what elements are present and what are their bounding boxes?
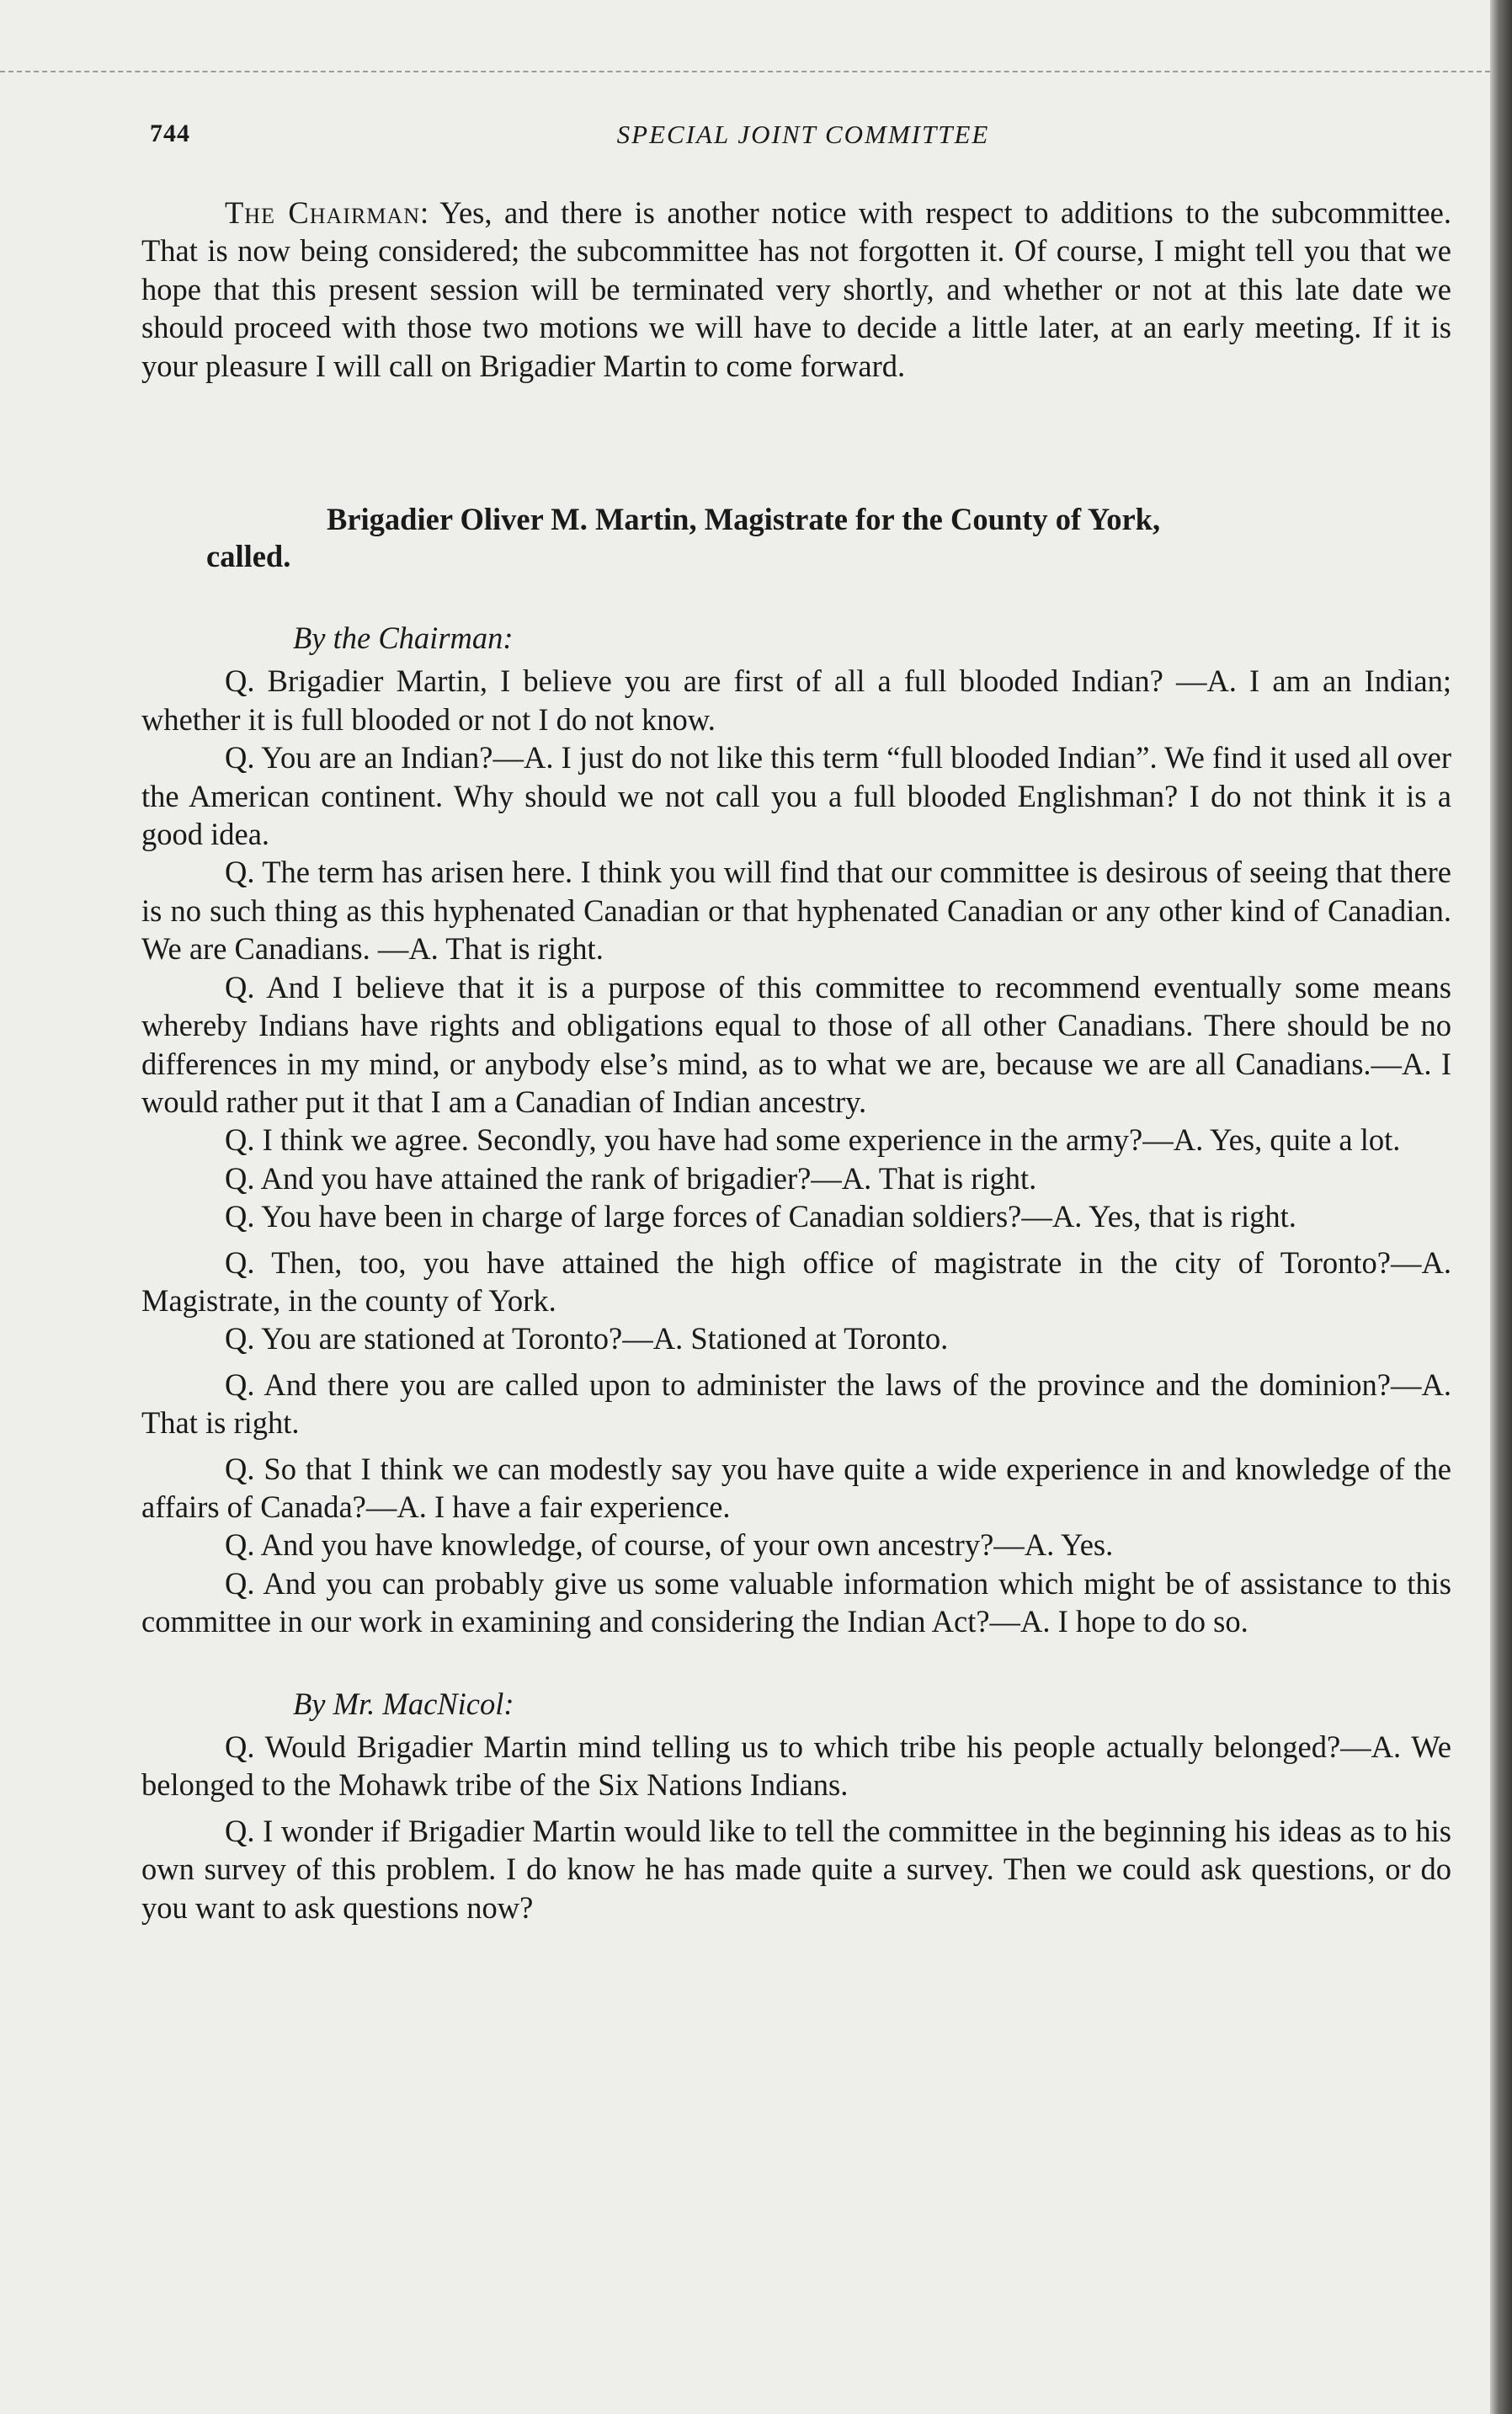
qa-paragraph: Q. And you have attained the rank of brigadier?—A. That is right. bbox=[225, 1160, 1037, 1196]
qa-paragraph: Q. I think we agree. Secondly, you have had some experience in the army?—A. Yes, quite a lot. bbox=[225, 1122, 1401, 1158]
qa-paragraph: Q. You have been in charge of large forces of Canadian soldiers?—A. Yes, that is right. bbox=[225, 1199, 1296, 1234]
running-head: SPECIAL JOINT COMMITTEE bbox=[616, 120, 990, 149]
qa-paragraph: Q. And there you are called upon to administer the laws of the province and the dominion?—A. That is right. bbox=[141, 1367, 1451, 1441]
page-edge-shadow bbox=[1490, 0, 1512, 2414]
body-text bbox=[141, 194, 1451, 1926]
section-chairman bbox=[141, 619, 1451, 1641]
speaker-name: The Chairman bbox=[225, 195, 420, 230]
qa-paragraph: Q. And you can probably give us some valuable information which might be of assistance to this committee in our work in examining and considering the Indian Act?—A. I hope to do so. bbox=[141, 1565, 1451, 1639]
witness-heading-line2: called. bbox=[206, 539, 291, 574]
qa-paragraph: Q. You are an Indian?—A. I just do not like this term “full blooded Indian”. We find it used all over the American continent. Why should we not call you a full blooded Englishman? I do not think it is a good idea. bbox=[141, 740, 1451, 852]
witness-heading-line1: Brigadier Oliver M. Martin, Magistrate for the County of York, bbox=[327, 502, 1161, 537]
qa-paragraph: Q. So that I think we can modestly say you have quite a wide experience in and knowledge of the affairs of Canada?—A. I have a fair experience. bbox=[141, 1451, 1451, 1524]
qa-paragraph: Q. You are stationed at Toronto?—A. Stationed at Toronto. bbox=[225, 1321, 949, 1356]
qa-paragraph: Q. Then, too, you have attained the high office of magistrate in the city of Toronto?—A. Magistrate, in the county of York. bbox=[141, 1244, 1451, 1318]
opening-paragraph bbox=[141, 194, 1451, 385]
top-rule bbox=[0, 71, 1490, 72]
qa-paragraph: Q. Brigadier Martin, I believe you are first of all a full blooded Indian? —A. I am an Indian; whether it is full blooded or not I do not know. bbox=[141, 663, 1451, 737]
examiner-heading: By the Chairman: bbox=[293, 621, 514, 656]
page-number: 744 bbox=[150, 120, 190, 147]
section-macnicol bbox=[141, 1685, 1451, 1926]
page-header bbox=[150, 120, 1456, 153]
qa-paragraph: Q. And I believe that it is a purpose of this committee to recommend eventually some means whereby Indians have rights and obligations equal to those of all other Canadians. There should be no differences in my mind, or anybody else’s mind, as to what we are, because we are all Canadians.—A. I would rather put it that I am a Canadian of Indian ancestry. bbox=[141, 969, 1451, 1119]
examiner-heading: By Mr. MacNicol: bbox=[293, 1686, 514, 1721]
qa-paragraph: Q. The term has arisen here. I think you will find that our committee is desirous of seeing that there is no such thing as this hyphenated Canadian or that hyphenated Canadian or any other kind of Canadian. We are Canadians. —A. That is right. bbox=[141, 855, 1451, 967]
witness-heading bbox=[141, 501, 1451, 575]
opening-text: : Yes, and there is another notice with respect to additions to the subcommittee. That is now being considered; the subcommittee has not forgotten it. Of course, I might tell you that we hope that this present session will be terminated very shortly, and whether or not at this late date we should proceed with those two motions we will have to decide a little later, at an early meeting. If it is your pleasure I will call on Brigadier Martin to come forward. bbox=[141, 195, 1451, 383]
qa-paragraph: Q. And you have knowledge, of course, of your own ancestry?—A. Yes. bbox=[225, 1527, 1114, 1563]
qa-paragraph: Q. I wonder if Brigadier Martin would like to tell the committee in the beginning his ideas as to his own survey of this problem. I do know he has made quite a survey. Then we could ask questions, or do you want to ask questions now? bbox=[141, 1813, 1451, 1925]
qa-paragraph: Q. Would Brigadier Martin mind telling us to which tribe his people actually belonged?—A. We belonged to the Mohawk tribe of the Six Nations Indians. bbox=[141, 1729, 1451, 1803]
